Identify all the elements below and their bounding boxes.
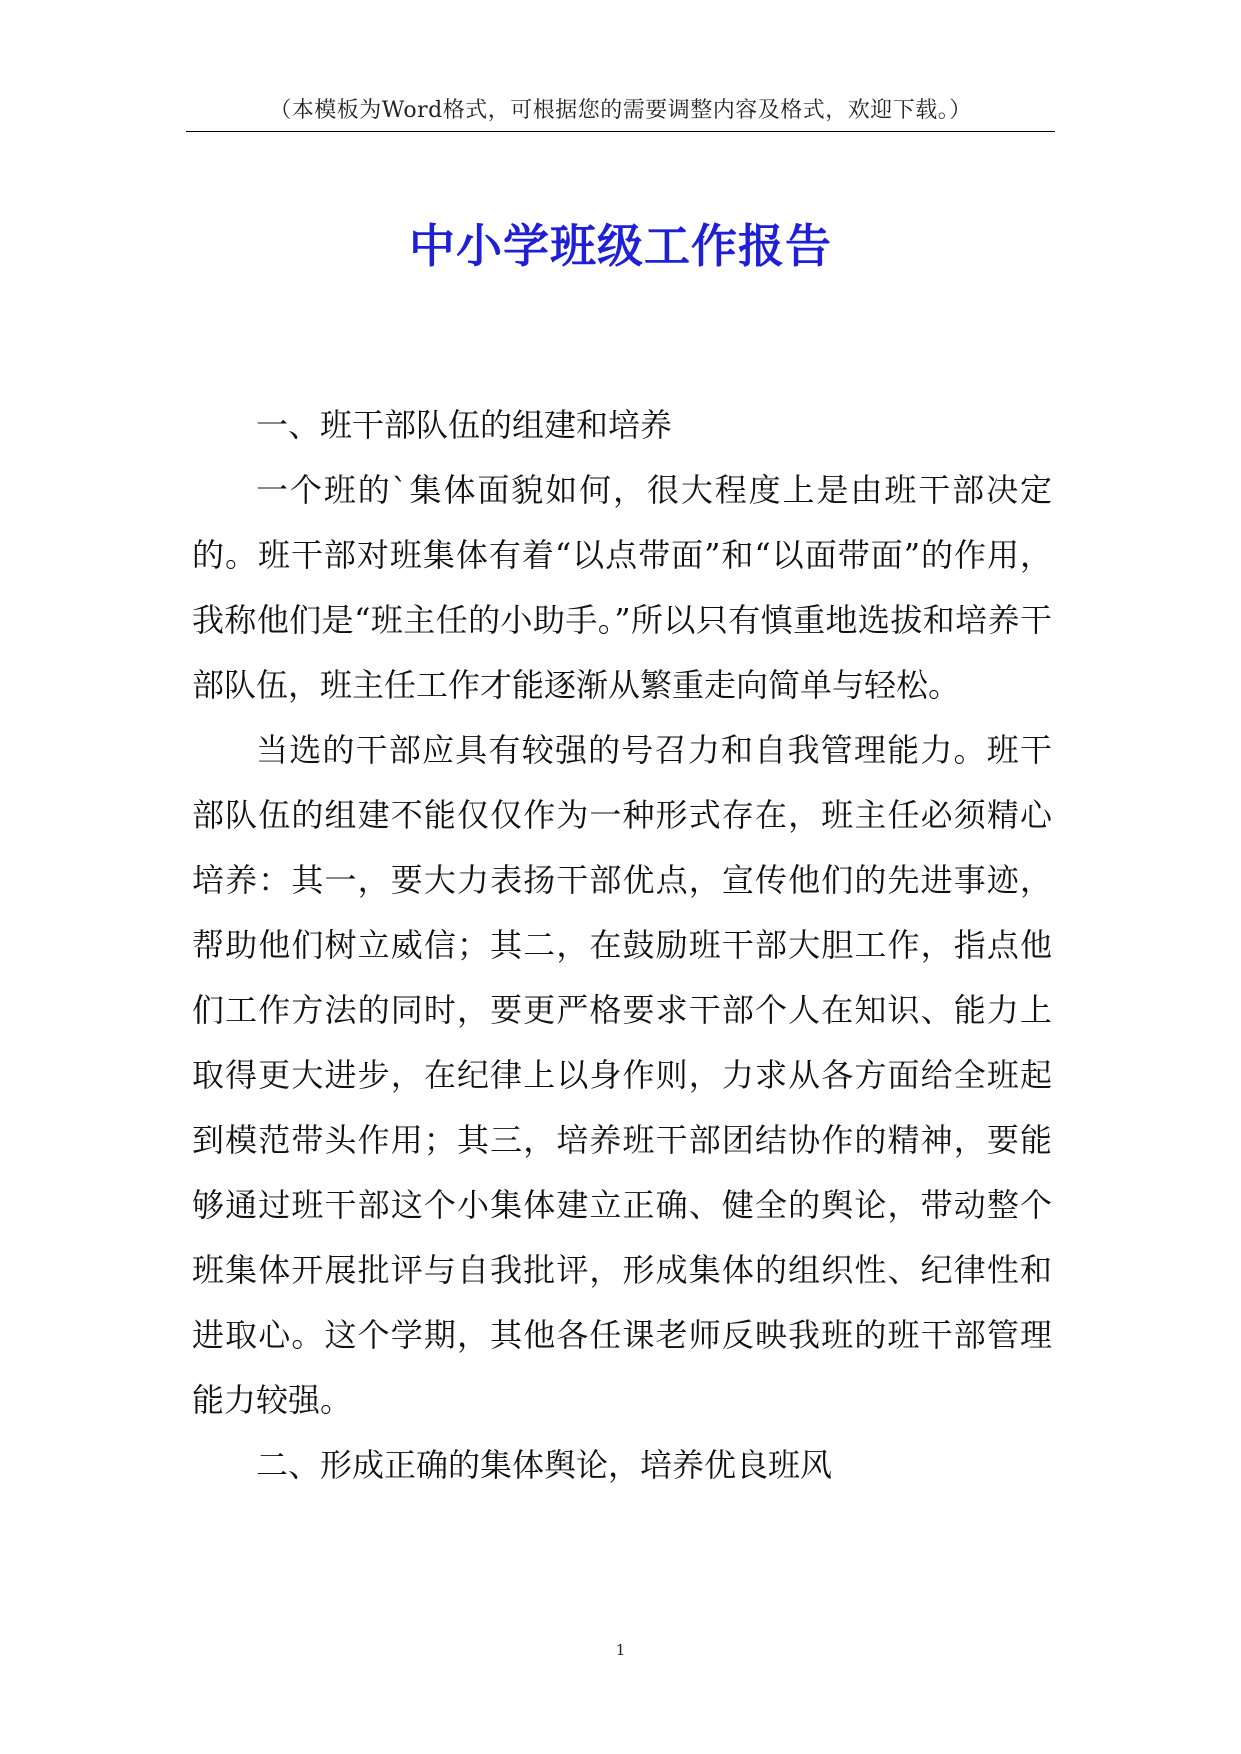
section-heading-1: 一、班干部队伍的组建和培养 xyxy=(256,406,673,444)
section-heading-2: 二、形成正确的集体舆论，培养优良班风 xyxy=(256,1446,833,1484)
body-paragraph: 当选的干部应具有较强的号召力和自我管理能力。班干部队伍的组建不能仅仅作为一种形式存在，班主任必须精心培养：其一，要大力表扬干部优点，宣传他们的先进事迹，帮助他们树立威信；其二，在鼓励班干部大胆工作，指点他们工作方法的同时，要更严格要求干部个人在知识、能力上取得更大进步，在纪律上以身作则，力求从各方面给全班起到模范带头作用；其三，培养班干部团结协作的精神，要能够通过班干部这个小集体建立正确、健全的舆论，带动整个班集体开展批评与自我批评，形成集体的组织性、纪律性和进取心。这个学期，其他各任课老师反映我班的班干部管理能力较强。 xyxy=(192,731,1052,1419)
body-paragraph: 一个班的`集体面貌如何，很大程度上是由班干部决定的。班干部对班集体有着“以点带面”和“以面带面”的作用，我称他们是“班主任的小助手。”所以只有慎重地选拔和培养干部队伍，班主任工作才能逐渐从繁重走向简单与轻松。 xyxy=(192,471,1052,704)
header-note: （本模板为Word格式，可根据您的需要调整内容及格式，欢迎下载。） xyxy=(269,98,972,123)
header-divider xyxy=(186,131,1055,132)
document-body xyxy=(192,393,1052,1498)
page-number: 1 xyxy=(615,1641,626,1659)
document-title: 中小学班级工作报告 xyxy=(409,219,832,273)
